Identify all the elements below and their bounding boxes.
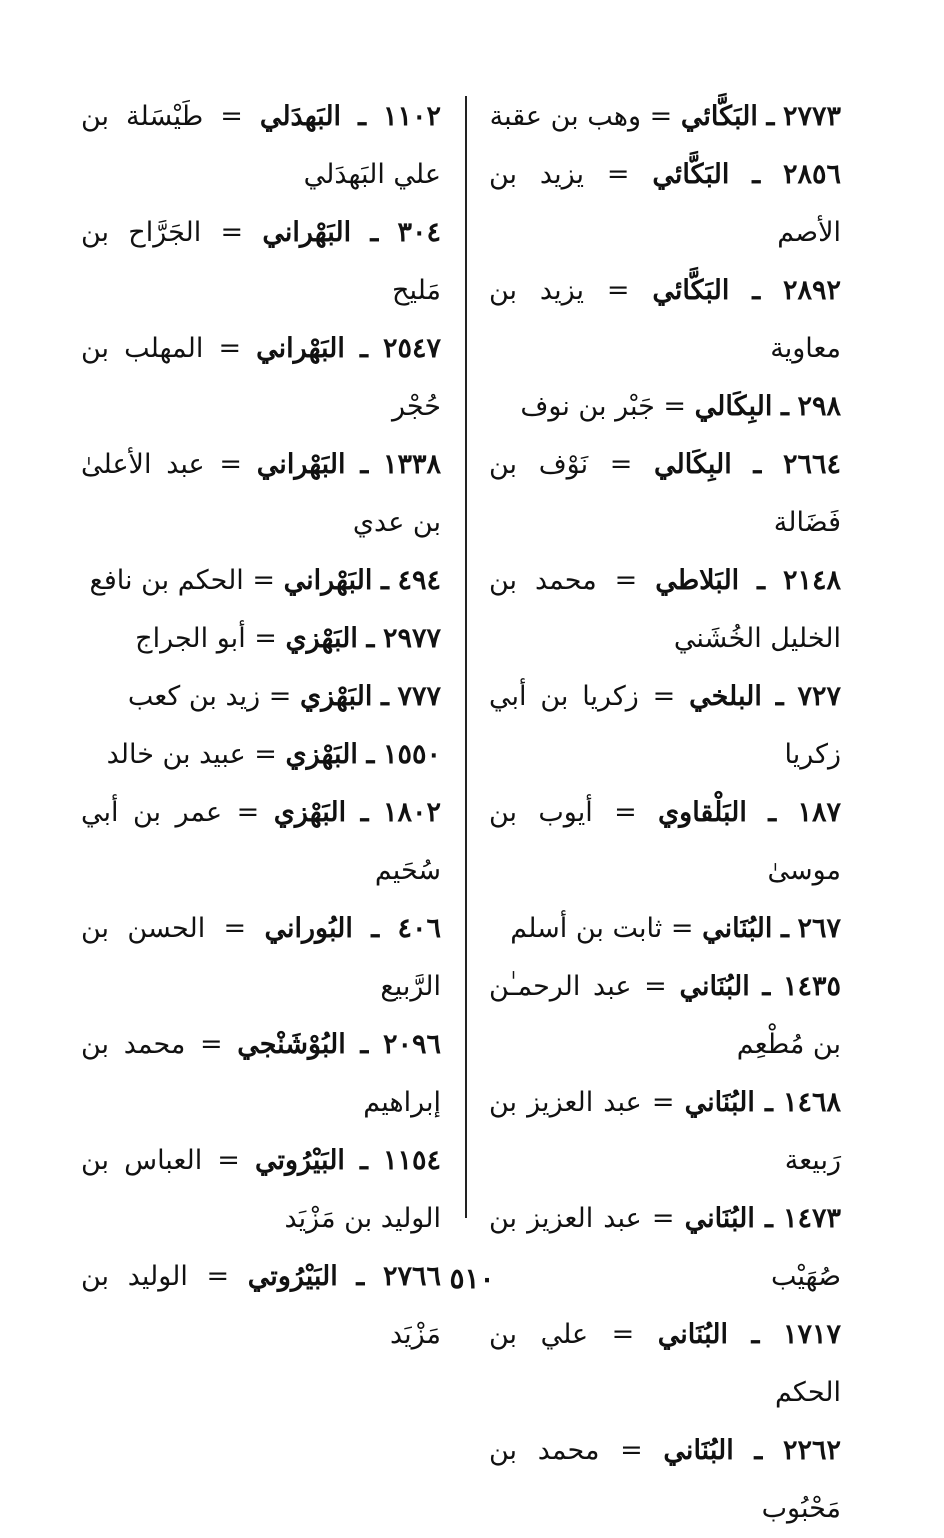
entry-number: ١٣٣٨ bbox=[383, 449, 442, 480]
column-divider bbox=[465, 96, 467, 1218]
entry-name: عبد العزيز بن رَبيعة bbox=[489, 1087, 841, 1176]
entry-number: ١١٥٤ bbox=[382, 1145, 441, 1176]
entry-equals: = bbox=[614, 797, 637, 828]
index-entry bbox=[489, 146, 841, 262]
entry-dash: ـ bbox=[360, 797, 369, 828]
entry-name: طَيْسَلة بن علي البَهدَلي bbox=[81, 101, 441, 190]
entry-equals: = bbox=[606, 159, 630, 190]
entry-name: زكريا بن أبي زكريا bbox=[489, 681, 841, 770]
entry-number: ٢٨٩٢ bbox=[782, 275, 841, 306]
entry-dash: ـ bbox=[780, 391, 789, 422]
entry-name: أيوب بن موسىٰ bbox=[489, 797, 841, 886]
entry-nisba: البَهْزي bbox=[285, 623, 358, 654]
page-number: ٥١٠ bbox=[449, 1262, 495, 1295]
entry-nisba: البُوراني bbox=[264, 913, 353, 944]
entry-number: ٢٦٧ bbox=[797, 913, 841, 944]
entry-dash: ـ bbox=[766, 101, 775, 132]
entry-dash: ـ bbox=[762, 971, 771, 1002]
entry-nisba: البَهدَلي bbox=[259, 101, 342, 132]
entry-equals: = bbox=[200, 1029, 223, 1060]
index-entry bbox=[81, 320, 441, 436]
entry-dash: ـ bbox=[768, 797, 777, 828]
entry-number: ٧٢٧ bbox=[797, 681, 841, 712]
index-entry bbox=[81, 204, 441, 320]
entry-nisba: البُنَاني bbox=[702, 913, 773, 944]
entry-name: الحكم بن نافع bbox=[89, 565, 244, 596]
index-entry bbox=[81, 610, 441, 668]
entry-name: العباس بن الوليد بن مَزْيَد bbox=[81, 1145, 441, 1234]
entry-number: ٢٦٦٤ bbox=[782, 449, 841, 480]
entry-equals: = bbox=[220, 217, 244, 248]
entry-name: عبد الأعلىٰ بن عدي bbox=[81, 449, 441, 538]
entry-name: يزيد بن الأصم bbox=[489, 159, 841, 248]
index-entry bbox=[489, 958, 841, 1074]
entry-number: ٢١٤٨ bbox=[782, 565, 841, 596]
entry-equals: = bbox=[614, 565, 638, 596]
entry-number: ١٥٥٠ bbox=[382, 739, 441, 770]
entry-nisba: البَهْزي bbox=[300, 681, 373, 712]
entry-nisba: البُنَاني bbox=[684, 1087, 755, 1118]
entry-dash: ـ bbox=[366, 739, 375, 770]
entry-nisba: البُوْشَنْجي bbox=[237, 1029, 346, 1060]
entry-nisba: البَكَّائي bbox=[652, 159, 730, 190]
entry-number: ١٨٧ bbox=[797, 797, 841, 828]
entry-nisba: البِكَالي bbox=[654, 449, 732, 480]
entry-nisba: البُنَاني bbox=[684, 1203, 755, 1234]
index-entry bbox=[81, 1132, 441, 1248]
entry-nisba: البَكَّائي bbox=[680, 101, 758, 132]
entry-equals: = bbox=[252, 565, 276, 596]
entry-nisba: البَهْراني bbox=[256, 449, 346, 480]
entry-dash: ـ bbox=[360, 449, 369, 480]
entry-equals: = bbox=[651, 1203, 675, 1234]
entry-dash: ـ bbox=[358, 101, 366, 132]
entry-name: عبد العزيز بن صُهَيْب bbox=[489, 1203, 841, 1292]
entry-name: محمد بن الخليل الخُشَني bbox=[489, 565, 841, 654]
index-entry bbox=[81, 552, 441, 610]
index-entry bbox=[81, 88, 441, 204]
index-entry bbox=[489, 262, 841, 378]
entry-dash: ـ bbox=[356, 1261, 365, 1292]
entry-equals: = bbox=[649, 101, 673, 132]
entry-number: ٢٨٥٦ bbox=[782, 159, 841, 190]
entry-name: ثابت بن أسلم bbox=[510, 913, 663, 944]
left-column bbox=[81, 88, 441, 1364]
index-entry bbox=[489, 436, 841, 552]
entry-number: ٢٠٩٦ bbox=[382, 1029, 441, 1060]
entry-name: محمد بن إبراهيم bbox=[81, 1029, 441, 1118]
entry-dash: ـ bbox=[360, 1029, 369, 1060]
entry-dash: ـ bbox=[764, 1203, 773, 1234]
entry-dash: ـ bbox=[753, 449, 762, 480]
entry-equals: = bbox=[220, 101, 243, 132]
entry-nisba: البَلْقاوي bbox=[658, 797, 747, 828]
entry-equals: = bbox=[620, 1435, 643, 1466]
entry-name: الحسن بن الرَّبيع bbox=[81, 913, 441, 1002]
entry-name: يزيد بن معاوية bbox=[489, 275, 841, 364]
entry-nisba: البُنَاني bbox=[657, 1319, 729, 1350]
index-entry bbox=[489, 1422, 841, 1538]
index-entry bbox=[489, 88, 841, 146]
index-entry bbox=[489, 552, 841, 668]
entry-number: ٢٥٤٧ bbox=[382, 333, 441, 364]
entry-number: ٤٩٤ bbox=[397, 565, 441, 596]
entry-name: الوليد بن مَزْيَد bbox=[81, 1261, 441, 1350]
entry-dash: ـ bbox=[359, 333, 368, 364]
entry-number: ٢٩٨ bbox=[797, 391, 841, 422]
entry-dash: ـ bbox=[380, 681, 389, 712]
entry-name: أبو الجراج bbox=[135, 623, 246, 654]
entry-equals: = bbox=[236, 797, 260, 828]
entry-equals: = bbox=[644, 971, 667, 1002]
entry-number: ١٤٣٥ bbox=[783, 971, 842, 1002]
entry-number: ١٤٧٣ bbox=[782, 1203, 841, 1234]
entry-name: عبيد بن خالد bbox=[106, 739, 246, 770]
entry-nisba: البُنَاني bbox=[663, 1435, 734, 1466]
index-entry bbox=[489, 900, 841, 958]
entry-dash: ـ bbox=[754, 1435, 763, 1466]
entry-nisba: البَهْراني bbox=[262, 217, 352, 248]
entry-equals: = bbox=[663, 391, 687, 422]
entry-number: ١١٠٢ bbox=[382, 101, 441, 132]
entry-number: ٢٩٧٧ bbox=[382, 623, 441, 654]
right-column bbox=[489, 88, 841, 1538]
entry-number: ٤٠٦ bbox=[397, 913, 441, 944]
index-entry bbox=[81, 784, 441, 900]
index-entry bbox=[489, 668, 841, 784]
entry-equals: = bbox=[670, 913, 694, 944]
entry-dash: ـ bbox=[780, 913, 789, 944]
entry-name: عبد الرحمـٰن بن مُطْعِم bbox=[489, 971, 841, 1060]
entry-equals: = bbox=[219, 449, 243, 480]
entry-equals: = bbox=[606, 275, 630, 306]
entry-equals: = bbox=[611, 1319, 635, 1350]
index-entry bbox=[489, 378, 841, 436]
entry-dash: ـ bbox=[751, 1319, 760, 1350]
entry-equals: = bbox=[223, 913, 247, 944]
entry-name: نَوْف بن فَضَالة bbox=[489, 449, 841, 538]
index-entry bbox=[81, 668, 441, 726]
entry-name: جَبْر بن نوف bbox=[520, 391, 655, 422]
entry-name: المهلب بن حُجْر bbox=[81, 333, 441, 422]
entry-equals: = bbox=[651, 1087, 675, 1118]
entry-dash: ـ bbox=[380, 565, 389, 596]
entry-nisba: البَلاطي bbox=[655, 565, 740, 596]
entry-dash: ـ bbox=[757, 565, 766, 596]
entry-number: ١٧١٧ bbox=[782, 1319, 841, 1350]
entry-equals: = bbox=[268, 681, 292, 712]
entry-name: الجَرَّاح بن مَليح bbox=[81, 217, 441, 306]
index-entry bbox=[81, 436, 441, 552]
entry-dash: ـ bbox=[360, 1145, 368, 1176]
entry-dash: ـ bbox=[764, 1087, 773, 1118]
entry-nisba: البِكَالي bbox=[694, 391, 773, 422]
entry-nisba: البَيْرُوتي bbox=[254, 1145, 345, 1176]
entry-equals: = bbox=[206, 1261, 230, 1292]
entry-nisba: البَهْراني bbox=[283, 565, 373, 596]
entry-equals: = bbox=[254, 739, 277, 770]
entry-equals: = bbox=[217, 1145, 240, 1176]
entry-equals: = bbox=[609, 449, 633, 480]
entry-dash: ـ bbox=[371, 913, 380, 944]
index-entry bbox=[489, 1306, 841, 1422]
entry-number: ٢٧٧٣ bbox=[782, 101, 841, 132]
entry-dash: ـ bbox=[775, 681, 784, 712]
entry-number: ١٤٦٨ bbox=[782, 1087, 841, 1118]
entry-nisba: البَهْزي bbox=[285, 739, 358, 770]
entry-name: محمد بن مَحْبُوب bbox=[489, 1435, 841, 1524]
entry-equals: = bbox=[218, 333, 242, 364]
entry-equals: = bbox=[652, 681, 676, 712]
entry-nisba: البَيْرُوتي bbox=[247, 1261, 338, 1292]
entry-number: ١٨٠٢ bbox=[383, 797, 442, 828]
entry-name: زيد بن كعب bbox=[127, 681, 261, 712]
entry-nisba: البُنَاني bbox=[679, 971, 750, 1002]
index-entry bbox=[81, 900, 441, 1016]
entry-equals: = bbox=[254, 623, 277, 654]
entry-name: وهب بن عقبة bbox=[489, 101, 642, 132]
entry-nisba: البَهْراني bbox=[256, 333, 345, 364]
entry-nisba: البلخي bbox=[689, 681, 762, 712]
entry-number: ٢٢٦٢ bbox=[783, 1435, 842, 1466]
index-entry bbox=[81, 1016, 441, 1132]
entry-nisba: البَكَّائي bbox=[652, 275, 730, 306]
entry-name: علي بن الحكم bbox=[489, 1319, 841, 1408]
index-entry bbox=[81, 726, 441, 784]
entry-number: ٧٧٧ bbox=[397, 681, 441, 712]
entry-number: ٣٠٤ bbox=[397, 217, 441, 248]
entry-number: ٢٧٦٦ bbox=[382, 1261, 441, 1292]
entry-name: عمر بن أبي سُحَيم bbox=[81, 797, 441, 886]
entry-dash: ـ bbox=[752, 159, 761, 190]
index-entry bbox=[489, 784, 841, 900]
index-entry bbox=[489, 1074, 841, 1190]
entry-dash: ـ bbox=[752, 275, 761, 306]
entry-dash: ـ bbox=[370, 217, 379, 248]
entry-nisba: البَهْزي bbox=[273, 797, 347, 828]
entry-dash: ـ bbox=[366, 623, 375, 654]
